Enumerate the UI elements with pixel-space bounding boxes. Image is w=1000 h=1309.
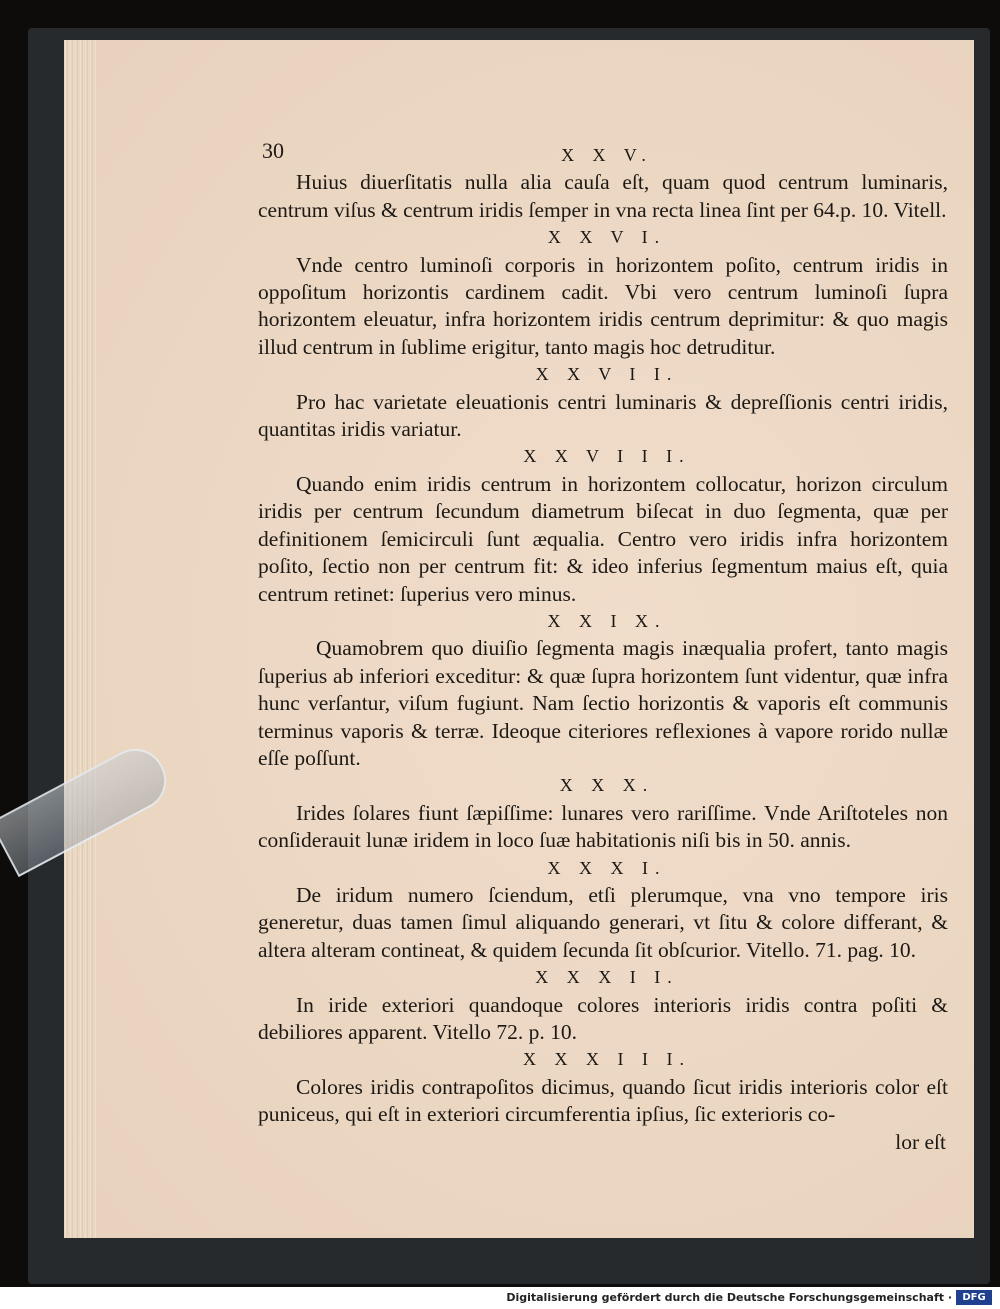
section-heading: X X X I I I. — [523, 1049, 691, 1070]
section-heading: X X I X. — [547, 610, 667, 631]
section-heading: X X X I. — [547, 857, 667, 878]
section-heading: X X V. — [561, 145, 653, 165]
section-paragraph: Quando enim iridis centrum in horizontem collocatur, horizon circulum iridis per centrum ſecundum diametrum biſecat in duo ſegmenta, quæ per definitionem ſemicirculi ſunt æqualia. Centro vero iridis infra horizontem poſito, ſectio non per centrum fit: & ideo inferius ſegmentum maius eſt, quia centrum retinet: ſuperius vero minus. — [258, 471, 948, 606]
section-heading: X X V I. — [547, 227, 667, 248]
section-paragraph: Irides ſolares fiunt ſæpiſſime: lunares vero rariſſime. Vnde Ariſtoteles non conſiderauit lunæ iridem in loco ſuæ habitationis niſi bis in 50. annis. — [258, 800, 948, 853]
page-number: 30 — [262, 138, 284, 163]
section-paragraph: Vnde centro luminoſi corporis in horizontem poſito, centrum iridis in oppoſitum horizontis cardinem cadit. Vbi vero centrum luminoſi ſupra horizontem eleuatur, infra horizontem iridis centrum deprimitur: & quo magis illud centrum in ſublime erigitur, tanto magis hoc detruditur. — [258, 252, 948, 359]
catchword: lor eſt — [895, 1129, 946, 1154]
section-heading: X X V I I. — [535, 364, 679, 385]
section-heading: X X V I I I. — [523, 446, 691, 467]
section-paragraph: In iride exteriori quandoque colores interioris iridis contra poſiti & debiliores apparent. Vitello 72. p. 10. — [258, 992, 948, 1044]
section-paragraph: Quamobrem quo diuiſio ſegmenta magis inæqualia profert, tanto magis ſuperius ab inferiori exceditur: & quæ ſupra horizontem ſunt videntur, quæ infra hunc verſantur, viſum fugiunt. Nam ſectio horizontis & vaporis eſt communis terminus vaporis & terræ. Ideoque citeriores reflexiones à vapore rorido nullæ eſſe poſſunt. — [258, 636, 948, 770]
footer-credit: Digitalisierung gefördert durch die Deutsche Forschungsgemeinschaft · — [506, 1291, 952, 1304]
section-heading: X X X I I. — [535, 967, 679, 988]
section-paragraph: De iridum numero ſciendum, etſi plerumque, vna vno tempore iris generetur, duas tamen ſimul aliquando generari, vt ſitu & colore differant, & altera alteram contineat, & quidem ſecunda ſit obſcurior. Vitello. 71. pag. 10. — [258, 882, 948, 962]
section-heading: X X X. — [559, 775, 655, 796]
section-paragraph: Colores iridis contrapoſitos dicimus, quando ſicut iridis interioris color eſt puniceus, qui eſt in exteriori circumferentia ipſius, ſic exterioris co- — [258, 1074, 948, 1127]
section-paragraph: Pro hac varietate eleuationis centri luminaris & depreſſionis centri iridis, quantitas iridis variatur. — [258, 389, 948, 442]
section-paragraph: Huius diuerſitatis nulla alia cauſa eſt, quam quod centrum luminaris, centrum viſus & centrum iridis ſemper in vna recta linea ſint per 64.p. 10. Vitell. — [258, 170, 948, 222]
footer-bar — [0, 1287, 1000, 1309]
dfg-logo: DFG — [956, 1290, 992, 1305]
page-text — [258, 142, 948, 1156]
